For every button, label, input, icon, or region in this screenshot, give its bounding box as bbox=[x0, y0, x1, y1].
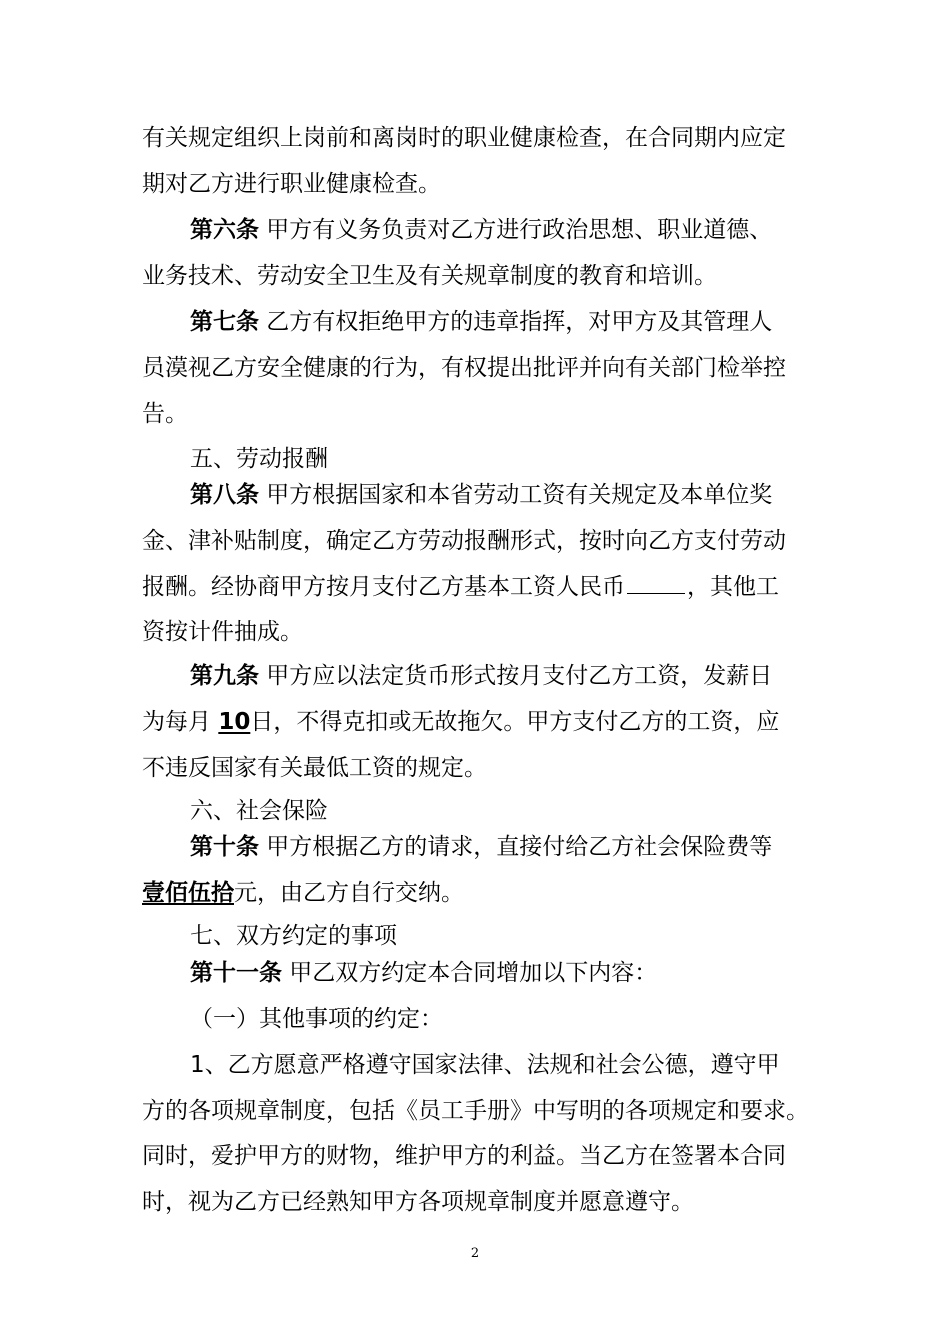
section-heading-5: 五、劳动报酬 bbox=[190, 446, 328, 472]
article-10-amount-line bbox=[142, 878, 464, 908]
paragraph-line: 金、津补贴制度，确定乙方劳动报酬形式，按时向乙方支付劳动 bbox=[142, 528, 786, 554]
wage-blank-field bbox=[627, 573, 685, 594]
article-10-text: 甲方根据乙方的请求，直接付给乙方社会保险费等 bbox=[259, 834, 773, 860]
insurance-amount-value: 壹佰伍拾 bbox=[142, 880, 234, 906]
paragraph-line: 不违反国家有关最低工资的规定。 bbox=[142, 755, 487, 781]
paragraph-line: 时，视为乙方已经熟知甲方各项规章制度并愿意遵守。 bbox=[142, 1189, 694, 1215]
paragraph-line: 告。 bbox=[142, 401, 188, 427]
article-7-label: 第七条 bbox=[190, 309, 259, 335]
article-9-line bbox=[190, 661, 772, 691]
paragraph-line: 资按计件抽成。 bbox=[142, 619, 303, 645]
paragraph-line: 同时，爱护甲方的财物，维护甲方的利益。当乙方在签署本合同 bbox=[142, 1143, 786, 1169]
article-11-text: 甲乙双方约定本合同增加以下内容： bbox=[282, 960, 658, 986]
article-8-label: 第八条 bbox=[190, 482, 259, 508]
paragraph-line: 业务技术、劳动安全卫生及有关规章制度的教育和培训。 bbox=[142, 263, 717, 289]
article-9-text: 日，不得克扣或无故拖欠。甲方支付乙方的工资，应 bbox=[250, 709, 780, 735]
paragraph-line: 方的各项规章制度，包括《员工手册》中写明的各项规定和要求。 bbox=[142, 1098, 809, 1124]
article-9-text: 为每月 bbox=[142, 709, 219, 735]
article-9-label: 第九条 bbox=[190, 663, 259, 689]
article-7-text: 乙方有权拒绝甲方的违章指挥，对甲方及其管理人 bbox=[259, 309, 773, 335]
section-heading-6: 六、社会保险 bbox=[190, 798, 328, 824]
section-heading-7: 七、双方约定的事项 bbox=[190, 923, 397, 949]
paragraph-line: 有关规定组织上岗前和离岗时的职业健康检查，在合同期内应定 bbox=[142, 125, 786, 151]
article-9-payday-line bbox=[142, 707, 779, 737]
article-11-line bbox=[190, 958, 657, 988]
article-6-text: 甲方有义务负责对乙方进行政治思想、职业道德、 bbox=[259, 217, 773, 243]
payday-value: 10 bbox=[218, 709, 251, 735]
subsection-heading-1: （一）其他事项的约定： bbox=[190, 1006, 443, 1032]
article-6-label: 第六条 bbox=[190, 217, 259, 243]
page-number: 2 bbox=[470, 1246, 480, 1261]
article-10-line bbox=[190, 832, 772, 862]
article-10-label: 第十条 bbox=[190, 834, 259, 860]
article-6-line bbox=[190, 215, 772, 245]
article-8-text: 报酬。经协商甲方按月支付乙方基本工资人民币 bbox=[142, 574, 625, 600]
article-11-label: 第十一条 bbox=[190, 960, 282, 986]
paragraph-line: 员漠视乙方安全健康的行为，有权提出批评并向有关部门检举控 bbox=[142, 355, 786, 381]
article-8-wage-line bbox=[142, 572, 779, 602]
article-10-text: 元，由乙方自行交纳。 bbox=[234, 880, 464, 906]
paragraph-line: 期对乙方进行职业健康检查。 bbox=[142, 171, 441, 197]
article-8-line bbox=[190, 480, 772, 510]
article-9-text: 甲方应以法定货币形式按月支付乙方工资，发薪日 bbox=[259, 663, 773, 689]
article-8-text: 甲方根据国家和本省劳动工资有关规定及本单位奖 bbox=[259, 482, 773, 508]
item-1-line: 1、乙方愿意严格遵守国家法律、法规和社会公德，遵守甲 bbox=[190, 1052, 780, 1078]
article-7-line bbox=[190, 307, 772, 337]
article-8-text: ，其他工 bbox=[687, 574, 779, 600]
